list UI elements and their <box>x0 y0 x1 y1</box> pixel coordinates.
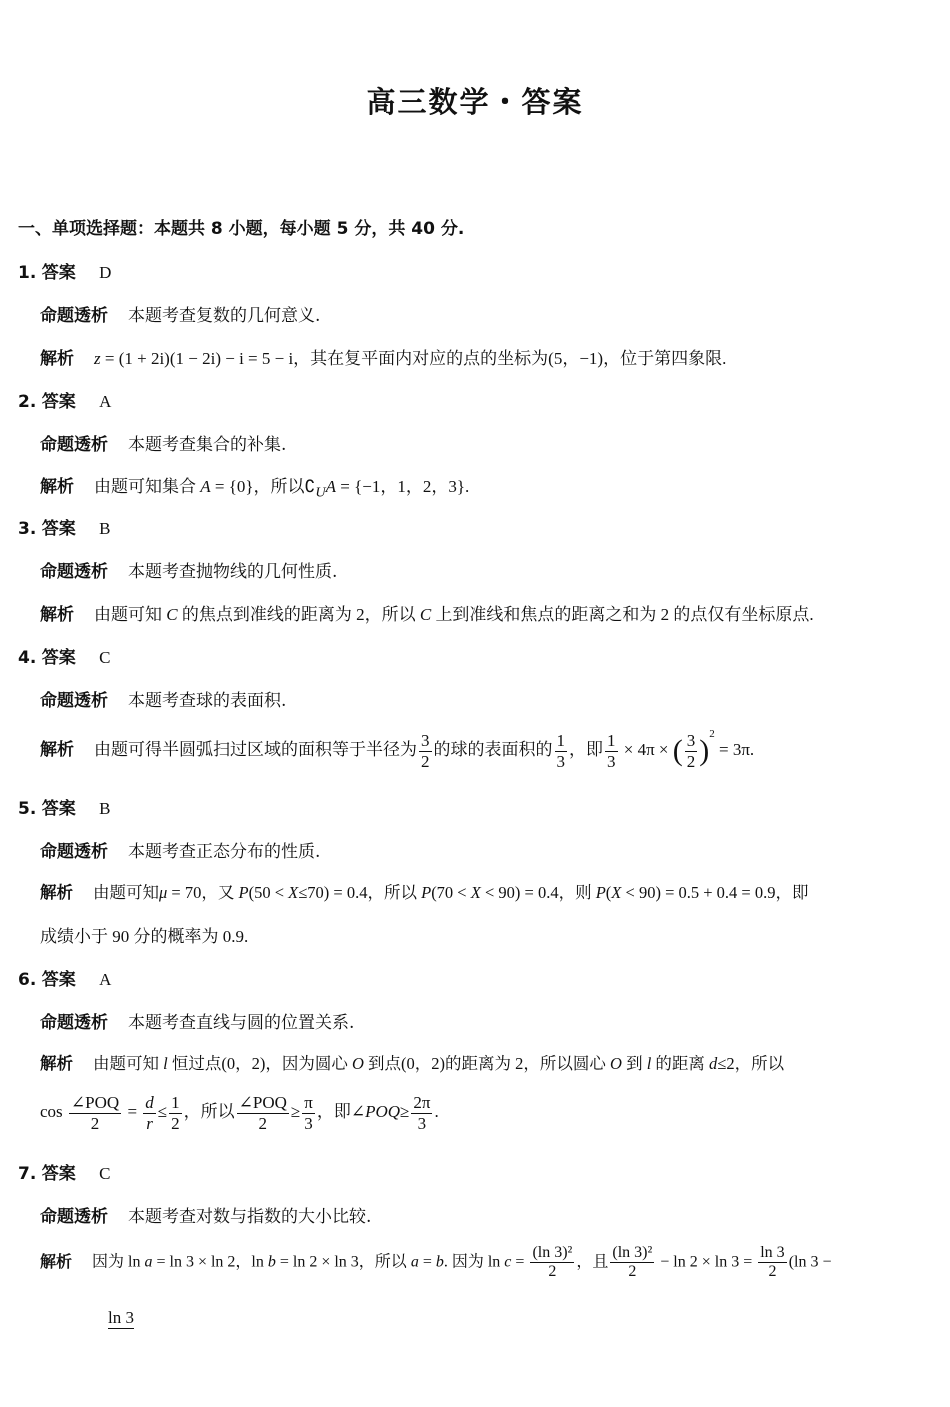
q7-text: = <box>511 1253 529 1271</box>
q4-text: = 3π. <box>714 740 755 759</box>
q5-text: ≤70) = 0.4，所以 <box>298 883 422 902</box>
q2-num: 2. <box>18 392 37 412</box>
denominator: 3 <box>417 1113 427 1133</box>
numerator: (ln 3)² <box>610 1244 654 1263</box>
q7-intent: 本题考查对数与指数的大小比较. <box>128 1207 372 1227</box>
denominator: 2 <box>628 1263 637 1281</box>
q4-text: 由题可得半圆弧扫过区域的面积等于半径为 <box>94 740 417 759</box>
q5-text: 由题可知 <box>93 883 159 902</box>
answer-line-q4 <box>18 643 110 668</box>
q6-text: ，所以 <box>183 1101 235 1121</box>
analysis-label: 解析 <box>40 349 74 369</box>
q4-num: 4. <box>18 648 37 668</box>
q1-answer: D <box>99 263 112 282</box>
answer-line-q6 <box>18 965 111 990</box>
q6-text: 到点(0，2)的距离为 2，所以圆心 <box>363 1054 611 1073</box>
q7-var: b <box>435 1253 444 1271</box>
q3-text: 上到准线和焦点的距离之和为 2 的点仅有坐标原点. <box>431 605 814 624</box>
answer-label: 答案 <box>41 799 76 819</box>
intent-line-q5 <box>40 837 320 862</box>
q2-answer: A <box>99 392 112 411</box>
numerator: π <box>304 1093 313 1112</box>
q5-text: ( <box>605 883 612 902</box>
numerator: (ln 3)² <box>530 1244 574 1263</box>
q4-text: ，即 <box>569 740 603 759</box>
answer-line-q1 <box>18 258 111 283</box>
right-paren: ) <box>699 734 710 768</box>
q5-var: P <box>595 883 606 902</box>
analysis-cont-q7 <box>108 1308 134 1328</box>
q4-intent: 本题考查球的表面积. <box>128 691 287 711</box>
q3-text: 的焦点到准线的距离为 2，所以 <box>177 605 420 624</box>
fraction <box>302 1093 315 1133</box>
intent-label: 命题透析 <box>40 306 108 326</box>
q5-intent: 本题考查正态分布的性质. <box>128 842 321 862</box>
analysis-label: 解析 <box>40 883 73 902</box>
q6-answer: A <box>99 970 112 989</box>
q5-text: = 70，又 <box>167 883 239 902</box>
numerator: 1 <box>607 731 616 751</box>
fraction <box>530 1244 574 1282</box>
q6-var: O <box>610 1054 622 1073</box>
analysis-line-q6 <box>40 1050 784 1074</box>
q2-var: A <box>325 477 336 496</box>
intent-line-q6 <box>40 1008 354 1033</box>
numerator: d <box>145 1093 154 1112</box>
intent-label: 命题透析 <box>40 842 108 862</box>
q2-text: 由题可知集合 <box>94 477 201 496</box>
left-paren: ( <box>672 734 683 768</box>
analysis-line-q3 <box>40 600 814 625</box>
intent-label: 命题透析 <box>40 435 108 455</box>
q6-text: 的距离 <box>651 1054 710 1073</box>
q6-text: 恒过点(0，2)，因为圆心 <box>167 1054 352 1073</box>
q7-text: − ln 2 × ln 3 = <box>656 1253 757 1271</box>
q3-var: C <box>419 605 432 624</box>
q7-var: a <box>144 1253 153 1271</box>
q7-var: a <box>410 1253 419 1271</box>
q5-num: 5. <box>18 799 37 819</box>
denominator: 3 <box>556 751 565 771</box>
q3-var: C <box>166 605 178 624</box>
q3-intent: 本题考查抛物线的几何性质. <box>128 562 338 582</box>
analysis-cont-q6 <box>40 1093 439 1133</box>
q2-var: A <box>200 477 211 496</box>
intent-line-q1 <box>40 301 320 326</box>
answer-line-q2 <box>18 387 111 412</box>
q5-var: P <box>238 883 249 902</box>
q5-answer: B <box>99 799 111 818</box>
denominator: r <box>146 1113 153 1133</box>
q6-text: ，即∠ <box>316 1101 366 1121</box>
analysis-line-q2 <box>40 472 469 501</box>
intent-label: 命题透析 <box>40 691 108 711</box>
answer-label: 答案 <box>41 1164 76 1184</box>
q2-sub: U <box>315 484 326 501</box>
q7-text: . 因为 ln <box>443 1253 505 1271</box>
page-title: 高三数学・答案 <box>366 85 584 119</box>
q5-text: (50 < <box>248 883 289 902</box>
q7-text: = ln 2 × ln 3，所以 <box>275 1253 411 1271</box>
q6-text: ≥ <box>290 1101 301 1121</box>
fraction <box>758 1244 786 1282</box>
q5-text: < 90) = 0.4，则 <box>480 883 596 902</box>
analysis-label: 解析 <box>40 1251 73 1271</box>
numerator: ∠POQ <box>70 1093 120 1112</box>
q3-text: 由题可知 <box>94 605 167 624</box>
numerator: 2π <box>413 1093 431 1112</box>
intent-label: 命题透析 <box>40 1013 108 1033</box>
q6-text: 由题可知 <box>93 1054 164 1073</box>
analysis-label: 解析 <box>40 1054 73 1073</box>
analysis-line-q1 <box>40 344 726 369</box>
q5-var: μ <box>159 883 168 902</box>
intent-line-q3 <box>40 557 337 582</box>
fraction <box>555 731 568 771</box>
q6-text: ≤ <box>157 1101 168 1121</box>
q6-var: POQ <box>365 1101 401 1121</box>
q2-text: = {−1，1，2，3}. <box>336 477 470 496</box>
q6-var: l <box>163 1054 168 1073</box>
q5-var: P <box>421 883 432 902</box>
fraction <box>237 1093 289 1133</box>
q6-num: 6. <box>18 970 37 990</box>
q6-text: cos <box>40 1101 67 1121</box>
q7-var: c <box>504 1253 512 1271</box>
q1-num: 1. <box>18 263 37 283</box>
q1-var-z: z <box>94 349 101 368</box>
answer-label: 答案 <box>41 519 76 539</box>
denominator: 2 <box>421 751 430 771</box>
numerator: 3 <box>686 731 696 751</box>
q3-answer: B <box>99 519 111 538</box>
q2-text: = {0}，所以∁ <box>210 477 316 496</box>
analysis-line-q7 <box>40 1244 831 1282</box>
q1-analysis: = (1 + 2i)(1 − 2i) − i = 5 − i，其在复平面内对应的点的坐标为(5，−1)，位于第四象限. <box>100 349 727 368</box>
q4-text: 的球的表面积的 <box>433 740 553 759</box>
q5-var: X <box>288 883 299 902</box>
analysis-label: 解析 <box>40 477 74 497</box>
q6-text: ≤2，所以 <box>717 1054 785 1073</box>
q2-intent: 本题考查集合的补集. <box>128 435 287 455</box>
denominator: 3 <box>304 1113 313 1133</box>
intent-line-q4 <box>40 686 286 711</box>
q6-intent: 本题考查直线与圆的位置关系. <box>128 1013 355 1033</box>
answer-line-q5 <box>18 794 110 819</box>
intent-line-q2 <box>40 430 286 455</box>
denominator: 2 <box>171 1113 180 1133</box>
fraction <box>610 1244 654 1282</box>
answer-label: 答案 <box>41 648 76 668</box>
q7-text: = ln 3 × ln 2，ln <box>152 1253 268 1271</box>
analysis-label: 解析 <box>40 740 74 760</box>
exponent: 2 <box>709 728 715 740</box>
denominator: 2 <box>90 1113 100 1133</box>
numerator: 1 <box>556 731 565 751</box>
fraction <box>169 1093 182 1133</box>
section-heading: 一、单项选择题：本题共 8 小题，每小题 5 分，共 40 分. <box>18 219 465 239</box>
fraction <box>685 731 698 771</box>
analysis-cont-q5: 成绩小于 90 分的概率为 0.9. <box>40 927 249 946</box>
answer-label: 答案 <box>41 392 76 412</box>
fraction <box>605 731 618 771</box>
q7-answer: C <box>99 1164 111 1183</box>
denominator: 2 <box>768 1263 777 1281</box>
answer-line-q7 <box>18 1159 110 1184</box>
fraction <box>69 1093 121 1133</box>
answer-line-q3 <box>18 514 110 539</box>
fraction <box>419 731 432 771</box>
q6-var: l <box>646 1054 652 1073</box>
q7-text: ，且 <box>576 1253 609 1271</box>
q6-text: 到 <box>621 1054 647 1073</box>
q7-cont-numerator: ln 3 <box>108 1308 134 1327</box>
intent-line-q7 <box>40 1202 371 1227</box>
q1-intent: 本题考查复数的几何意义. <box>128 306 321 326</box>
intent-label: 命题透析 <box>40 562 108 582</box>
q4-text: × 4π × <box>619 740 673 759</box>
q7-num: 7. <box>18 1164 37 1184</box>
intent-label: 命题透析 <box>40 1207 108 1227</box>
numerator: ∠POQ <box>238 1093 287 1112</box>
analysis-line-q4 <box>40 728 754 771</box>
q6-var: d <box>709 1054 718 1073</box>
q5-var: X <box>470 883 481 902</box>
q7-text: (ln 3 − <box>788 1253 832 1271</box>
q6-text: ≥ <box>400 1101 410 1121</box>
denominator: 2 <box>686 751 696 771</box>
q3-num: 3. <box>18 519 37 539</box>
numerator: 3 <box>421 731 430 751</box>
denominator: 3 <box>607 751 616 771</box>
answer-label: 答案 <box>41 970 76 990</box>
fraction <box>411 1093 432 1133</box>
q6-text: . <box>434 1101 439 1121</box>
analysis-line-q5 <box>40 879 808 903</box>
denominator: 2 <box>548 1263 557 1281</box>
q5-var: X <box>611 883 622 902</box>
q7-var: b <box>267 1253 276 1271</box>
fraction <box>143 1093 156 1133</box>
q5-text: < 90) = 0.5 + 0.4 = 0.9，即 <box>621 883 809 902</box>
analysis-label: 解析 <box>40 605 74 625</box>
numerator: ln 3 <box>758 1244 786 1263</box>
q5-text: (70 < <box>431 883 471 902</box>
answer-label: 答案 <box>41 263 76 283</box>
q4-answer: C <box>99 648 111 667</box>
denominator: 2 <box>258 1113 267 1133</box>
q6-var: O <box>351 1054 364 1073</box>
numerator: 1 <box>171 1093 180 1112</box>
q6-text: = <box>123 1101 142 1121</box>
q7-text: = <box>418 1253 436 1271</box>
q7-text: 因为 ln <box>92 1253 145 1271</box>
